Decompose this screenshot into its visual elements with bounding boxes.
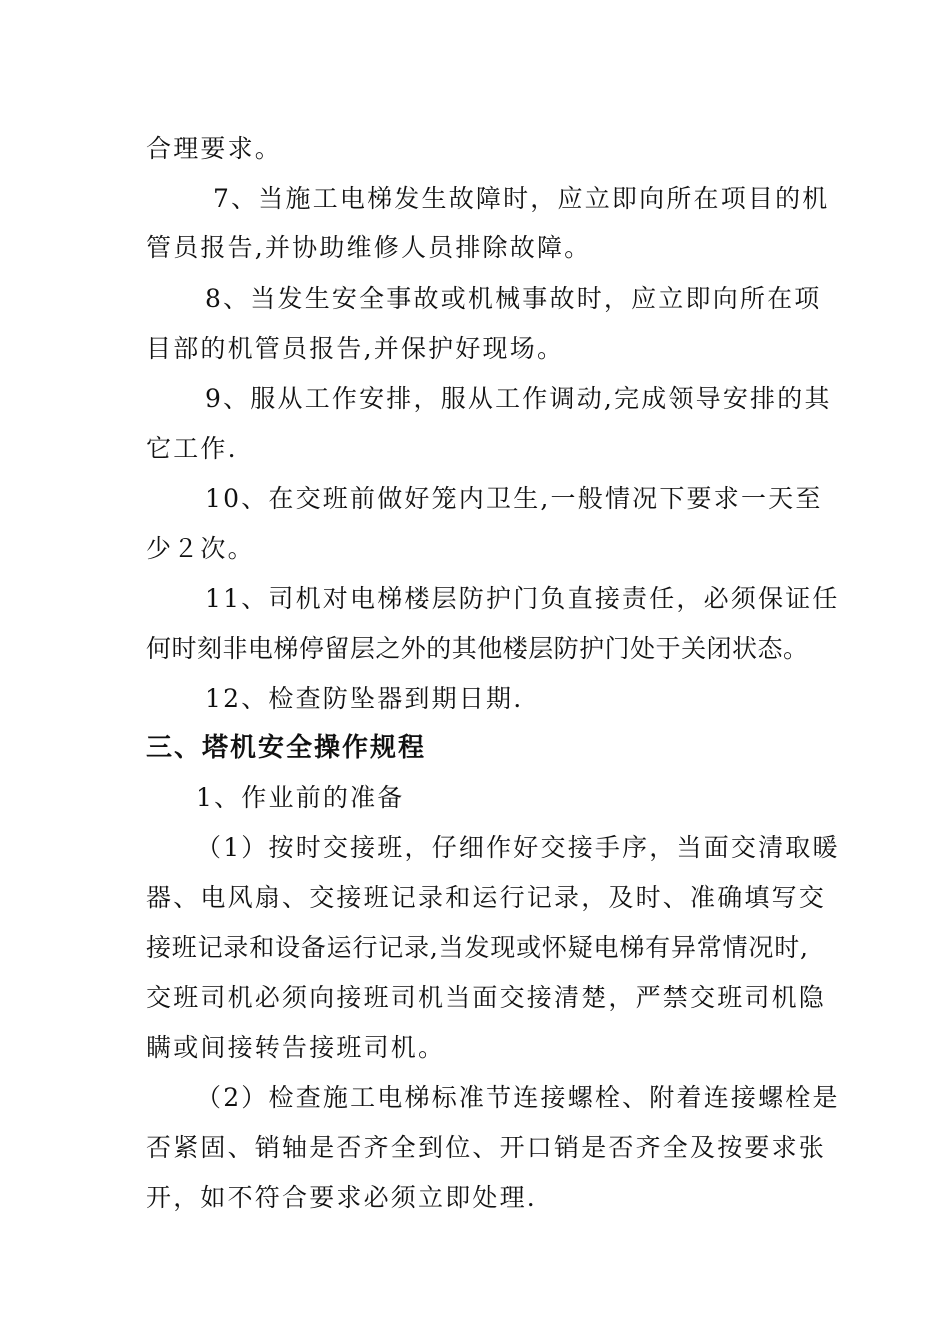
text-line: （2）检查施工电梯标准节连接螺栓、附着连接螺栓是 bbox=[196, 1083, 840, 1112]
text-line: 8、当发生安全事故或机械事故时，应立即向所在项 bbox=[205, 284, 822, 313]
text-line: 9、服从工作安排，服从工作调动,完成领导安排的其 bbox=[205, 384, 832, 413]
text-line: 少２次。 bbox=[146, 534, 255, 563]
text-line: 10、在交班前做好笼内卫生,一般情况下要求一天至 bbox=[205, 484, 823, 513]
text-line: 管员报告,并协助维修人员排除故障。 bbox=[146, 233, 592, 262]
text-line: 12、检查防坠器到期日期. bbox=[205, 684, 524, 713]
text-line: 接班记录和设备运行记录,当发现或怀疑电梯有异常情况时, bbox=[146, 933, 808, 962]
subsection-heading: 1、作业前的准备 bbox=[196, 783, 405, 812]
text-line: 11、司机对电梯楼层防护门负直接责任，必须保证任 bbox=[205, 584, 840, 613]
text-line: 器、电风扇、交接班记录和运行记录，及时、准确填写交 bbox=[146, 883, 827, 912]
section-heading: 三、塔机安全操作规程 bbox=[146, 733, 427, 763]
text-line: 合理要求。 bbox=[146, 134, 283, 163]
text-line: 瞒或间接转告接班司机。 bbox=[146, 1033, 446, 1062]
text-line: 开，如不符合要求必须立即处理. bbox=[146, 1183, 537, 1212]
text-line: 何时刻非电梯停留层之外的其他楼层防护门处于关闭状态。 bbox=[146, 634, 808, 663]
text-line: 目部的机管员报告,并保护好现场。 bbox=[146, 334, 565, 363]
text-line: 7、当施工电梯发生故障时，应立即向所在项目的机 bbox=[213, 184, 830, 213]
text-line: 否紧固、销轴是否齐全到位、开口销是否齐全及按要求张 bbox=[146, 1133, 827, 1162]
text-line: 它工作. bbox=[146, 434, 238, 463]
text-line: 交班司机必须向接班司机当面交接清楚，严禁交班司机隐 bbox=[146, 983, 827, 1012]
text-line: （1）按时交接班，仔细作好交接手序，当面交清取暖 bbox=[196, 833, 840, 862]
